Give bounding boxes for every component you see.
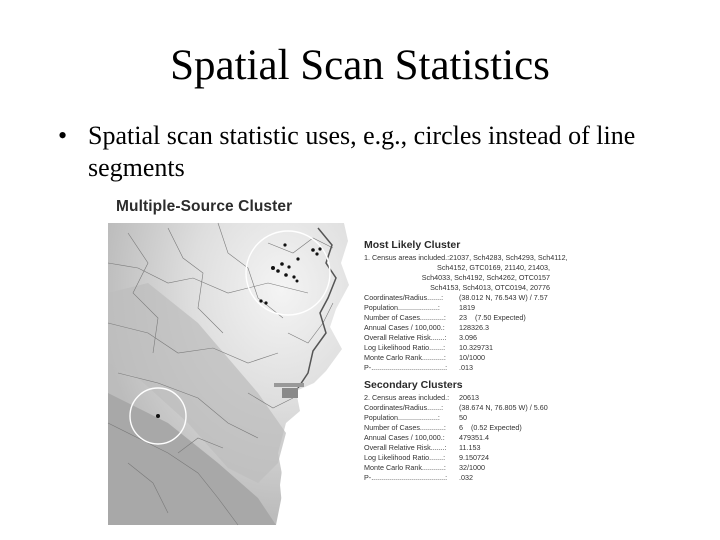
- stat-value: (38.674 N, 76.805 W) / 5.60: [459, 403, 548, 412]
- stat-value-main: 23: [459, 313, 467, 322]
- secondary-heading: Secondary Clusters: [364, 379, 463, 391]
- census-label: 2. Census areas included.:: [364, 393, 450, 402]
- stat-value: 9.150724: [459, 453, 489, 462]
- stat-row: [364, 353, 550, 363]
- stat-row: [364, 413, 550, 423]
- stat-row: [364, 443, 550, 453]
- stat-label: Log Likelihood Ratio.......:: [364, 453, 446, 462]
- stat-row: [364, 423, 550, 433]
- stat-value: [459, 423, 550, 433]
- census-row: [364, 283, 550, 293]
- stat-value: 32/1000: [459, 463, 485, 472]
- stat-row: [364, 313, 550, 323]
- cluster-map: [108, 223, 358, 525]
- census-value: 20613: [459, 393, 479, 402]
- stat-row: [364, 403, 550, 413]
- shaded-block: [282, 388, 298, 398]
- census-row: [364, 393, 550, 403]
- figure-title: Multiple-Source Cluster: [116, 198, 293, 215]
- stat-value: .013: [459, 363, 473, 372]
- stat-value: 3.096: [459, 333, 477, 342]
- stat-row: [364, 293, 550, 303]
- cluster-figure: [108, 193, 568, 525]
- stat-label: P-.....................................:: [364, 363, 448, 372]
- census-line: Sch4033, Sch4192, Sch4262, OTC0157: [421, 273, 550, 282]
- stat-label: Number of Cases............:: [364, 313, 446, 322]
- stat-label: Annual Cases / 100,000.:: [364, 323, 445, 332]
- census-row: [364, 263, 550, 273]
- bullet-dot-icon: •: [58, 121, 68, 150]
- bullet-text: Spatial scan statistic uses, e.g., circles instead of line segments: [88, 121, 636, 182]
- census-line: Sch4153, Sch4013, OTC0194, 20776: [430, 283, 550, 292]
- most-likely-heading: Most Likely Cluster: [364, 239, 461, 251]
- stat-label: Monte Carlo Rank...........:: [364, 463, 446, 472]
- stat-label: Population....................:: [364, 303, 440, 312]
- stat-label: Coordinates/Radius.......:: [364, 403, 444, 412]
- stat-value: [459, 313, 550, 323]
- stat-value: 10.329731: [459, 343, 493, 352]
- stat-row: [364, 333, 550, 343]
- stat-row: [364, 363, 550, 373]
- census-line: 21037, Sch4283, Sch4293, Sch4112,: [449, 253, 568, 262]
- stat-label: Overall Relative Risk.......:: [364, 333, 447, 342]
- stat-row: [364, 343, 550, 353]
- census-row: [364, 273, 550, 283]
- stat-label: Population....................:: [364, 413, 440, 422]
- census-line: Sch4152, GTC0169, 21140, 21403,: [437, 263, 550, 272]
- stat-row: [364, 433, 550, 443]
- stat-value: 479351.4: [459, 433, 489, 442]
- stat-value-expected: (7.50 Expected): [475, 313, 526, 322]
- stat-row: [364, 473, 550, 483]
- shaded-strip: [274, 383, 304, 387]
- stat-label: Log Likelihood Ratio.......:: [364, 343, 446, 352]
- stat-value: 50: [459, 413, 467, 422]
- stat-label: P-.....................................:: [364, 473, 448, 482]
- stat-label: Number of Cases............:: [364, 423, 446, 432]
- stat-value: 10/1000: [459, 353, 485, 362]
- stat-label: Overall Relative Risk.......:: [364, 443, 447, 452]
- bullet-item: [58, 120, 698, 184]
- results-panel: [364, 239, 568, 483]
- stat-value: 1819: [459, 303, 475, 312]
- stat-label: Monte Carlo Rank...........:: [364, 353, 446, 362]
- census-row: [364, 253, 568, 263]
- stat-value-expected: (0.52 Expected): [471, 423, 522, 432]
- slide-title: Spatial Scan Statistics: [170, 42, 550, 89]
- stat-label: Annual Cases / 100,000.:: [364, 433, 445, 442]
- stat-row: [364, 463, 550, 473]
- stat-row: [364, 303, 550, 313]
- stat-row: [364, 323, 550, 333]
- stat-value: 11.153: [459, 443, 481, 452]
- stat-value-main: 6: [459, 423, 463, 432]
- stat-row: [364, 453, 550, 463]
- stat-value: 128326.3: [459, 323, 489, 332]
- census-label: 1. Census areas included.:: [364, 253, 450, 262]
- stat-value: (38.012 N, 76.543 W) / 7.57: [459, 293, 548, 302]
- stat-value: .032: [459, 473, 473, 482]
- stat-label: Coordinates/Radius.......:: [364, 293, 444, 302]
